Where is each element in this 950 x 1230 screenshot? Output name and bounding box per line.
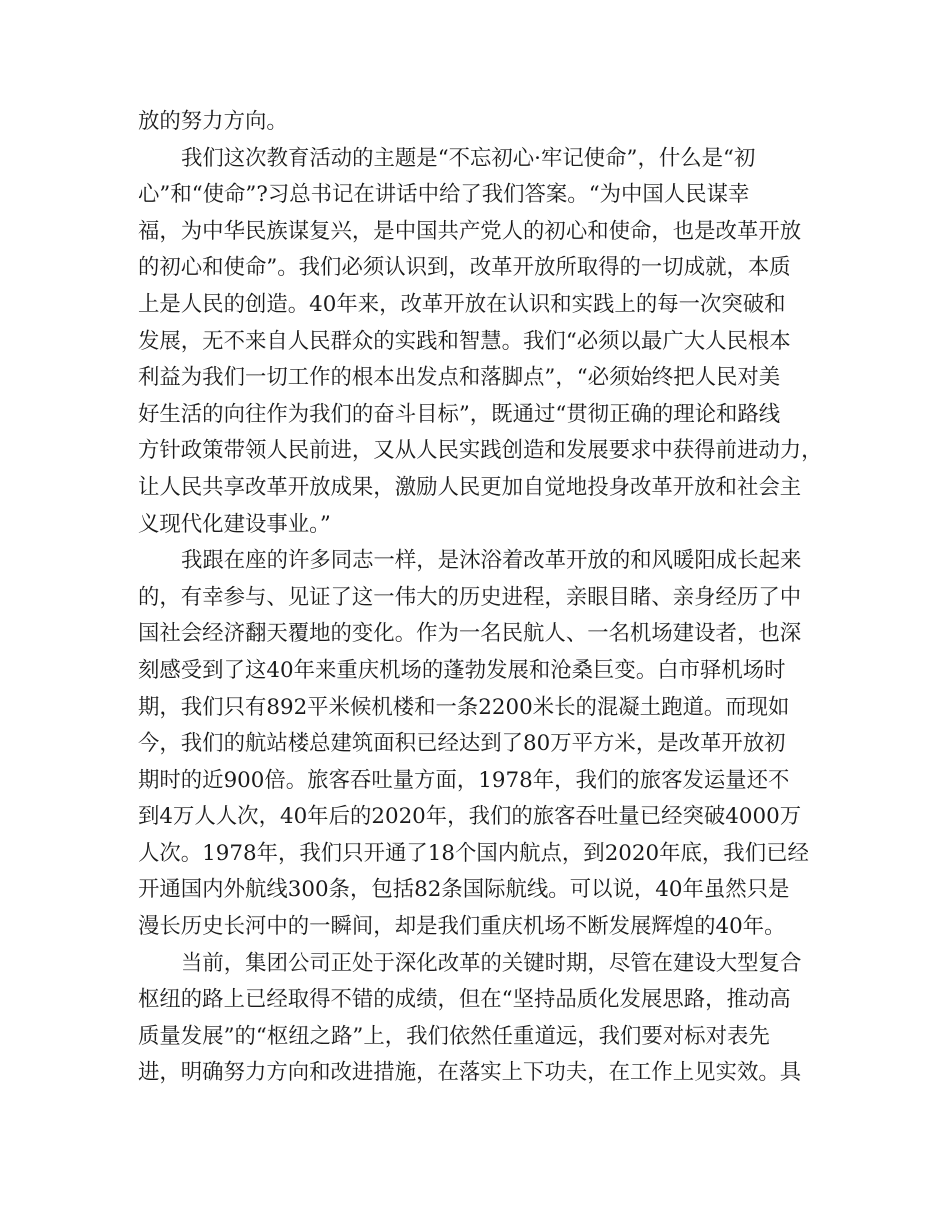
text-line: 进，明确努力方向和改进措施，在落实上下功夫，在工作上见实效。具 [138,1060,802,1086]
text-line: 开通国内外航线300条，包括82条国际航线。可以说，40年虽然只是 [138,877,790,903]
paragraph-start-line: 当前，集团公司正处于深化改革的关键时期，尽管在建设大型复合 [181,950,802,976]
text-line: 利益为我们一切工作的根本出发点和落脚点”，“必须始终把人民对美 [138,365,781,391]
paragraph-start-line: 我们这次教育活动的主题是“不忘初心·牢记使命”，什么是“初 [181,145,756,171]
paragraph-start-line: 我跟在座的许多同志一样，是沐浴着改革开放的和风暖阳成长起来 [181,548,802,574]
text-line: 期时的近900倍。旅客吞吐量方面，1978年，我们的旅客发运量还不 [138,767,790,793]
document-body [138,104,822,1092]
text-line: 期，我们只有892平米候机楼和一条2200米长的混凝土跑道。而现如 [138,694,790,720]
text-line: 的，有幸参与、见证了这一伟大的历史进程，亲眼目睹、亲身经历了中 [138,584,802,610]
text-line: 枢纽的路上已经取得不错的成绩，但在“坚持品质化发展思路，推动高 [138,987,791,1013]
text-line: 好生活的向往作为我们的奋斗目标”，既通过“贯彻正确的理论和路线 [138,401,781,427]
text-line: 让人民共享改革开放成果，激励人民更加自觉地投身改革开放和社会主 [138,474,802,500]
text-line: 方针政策带领人民前进，又从人民实践创造和发展要求中获得前进动力， [138,438,823,464]
text-line: 今，我们的航站楼总建筑面积已经达到了80万平方米，是改革开放初 [138,731,786,757]
text-line: 的初心和使命”。我们必须认识到，改革开放所取得的一切成就，本质 [138,255,791,281]
text-line: 到4万人人次，40年后的2020年，我们的旅客吞吐量已经突破4000万 [138,804,802,830]
text-line: 发展，无不来自人民群众的实践和智慧。我们“必须以最广大人民根本 [138,328,791,354]
text-line: 福，为中华民族谋复兴，是中国共产党人的初心和使命，也是改革开放 [138,218,802,244]
text-line: 国社会经济翻天覆地的变化。作为一名民航人、一名机场建设者，也深 [138,621,802,647]
text-line: 心”和“使命”?习总书记在讲话中给了我们答案。“为中国人民谋幸 [138,182,750,208]
text-line: 义现代化建设事业。” [138,511,331,537]
text-line: 漫长历史长河中的一瞬间，却是我们重庆机场不断发展辉煌的40年。 [138,914,786,940]
text-line: 放的努力方向。 [138,109,288,134]
text-line: 质量发展”的“枢纽之路”上，我们依然任重道远，我们要对标对表先 [138,1023,770,1049]
text-line: 人次。1978年，我们只开通了18个国内航点，到2020年底，我们已经 [138,840,809,866]
text-line: 上是人民的创造。40年来，改革开放在认识和实践上的每一次突破和 [138,291,786,317]
text-line: 刻感受到了这40年来重庆机场的蓬勃发展和沧桑巨变。白市驿机场时 [138,657,786,683]
